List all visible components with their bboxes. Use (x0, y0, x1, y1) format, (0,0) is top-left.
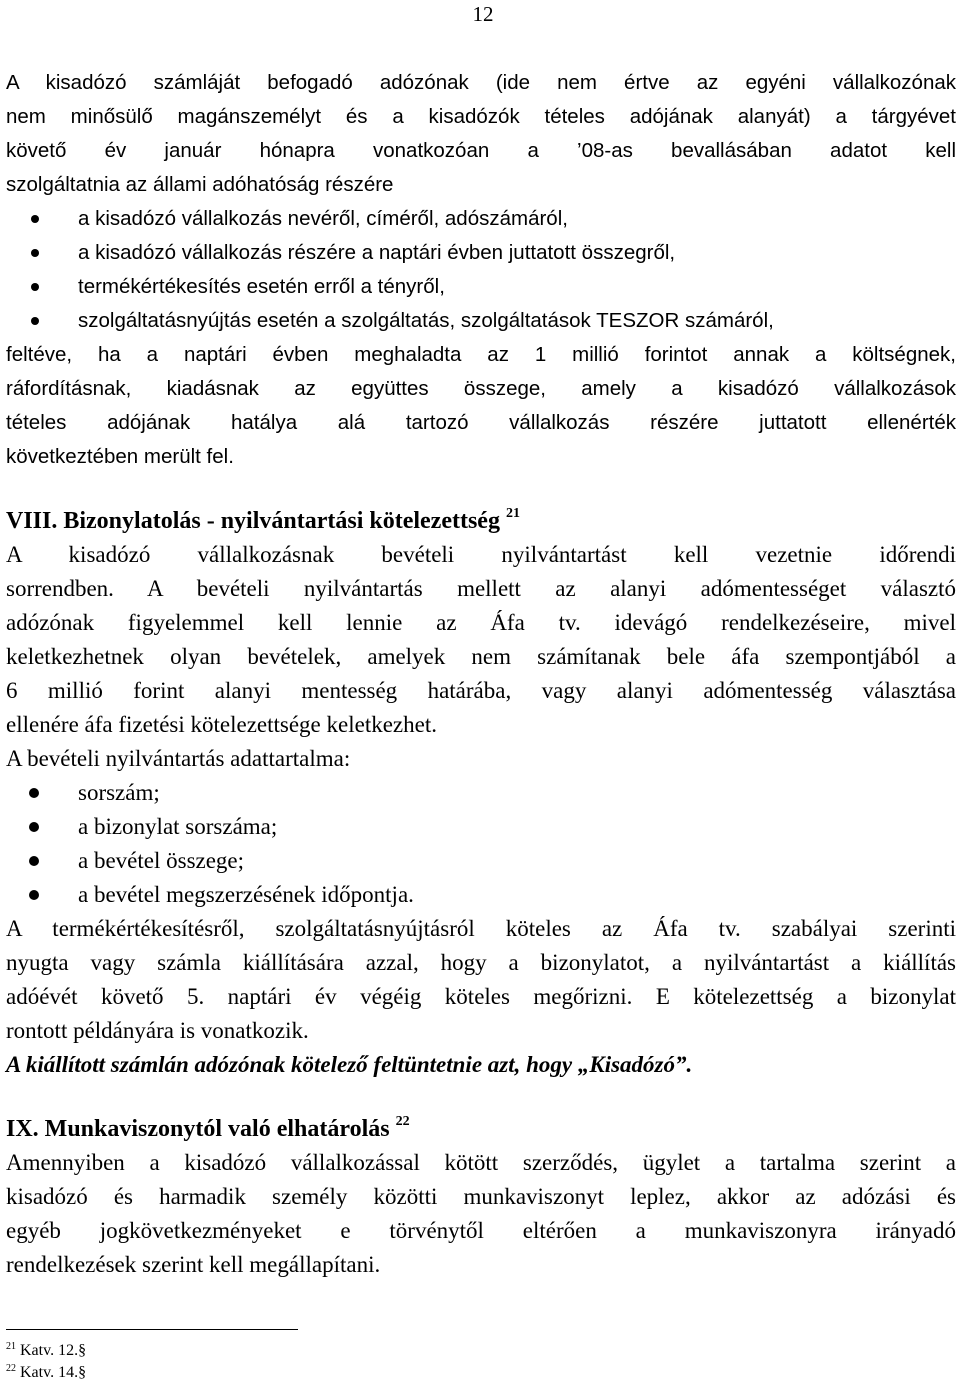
body-line: A kisadózó vállalkozásnak bevételi nyilvántartást kell vezetnie időrendi (6, 542, 956, 567)
body-line: Amennyiben a kisadózó vállalkozással kötött szerződés, ügylet a tartalma szerint a (6, 1150, 956, 1175)
bullet-icon (29, 890, 39, 900)
record-content-list (6, 776, 956, 912)
section-heading-ix: IX. Munkaviszonytól való elhatárolás $^{22}$ (6, 1114, 410, 1142)
body-line: adózónak figyelemmel kell lennie az Áfa tv. idevágó rendelkezéseire, mivel (6, 610, 956, 635)
bullet-icon (29, 788, 39, 798)
intro-line: követő év január hónapra vonatkozóan a ’08-as bevallásában adatot kell (6, 139, 956, 162)
bullet-icon (31, 249, 39, 257)
bullet-icon (29, 822, 39, 832)
bullet-icon (31, 317, 39, 325)
section-viii-body (6, 538, 956, 1082)
section-ix-body (6, 1146, 956, 1282)
footnote: $^{21}$ Katv. 12.§ (6, 1341, 87, 1359)
footnote-ref: 22 (395, 1114, 410, 1129)
bullet-icon (31, 283, 39, 291)
intro-line: A kisadózó számláját befogadó adózónak (ide nem értve az egyéni vállalkozónak (6, 71, 956, 94)
bullet-icon (31, 215, 39, 223)
list-item: a kisadózó vállalkozás nevéről, címéről, adószámáról, (6, 202, 956, 236)
intro-line: feltéve, ha a naptári évben meghaladta az 1 millió forintot annak a költségnek, (6, 343, 956, 366)
intro-line: szolgáltatnia az állami adóhatóság részére (6, 173, 394, 196)
list-item: termékértékesítés esetén erről a tényről, (6, 270, 956, 304)
list-item: a bevétel megszerzésének időpontja. (6, 878, 956, 912)
body-line: 6 millió forint alanyi mentesség határába, vagy alanyi adómentesség választása (6, 678, 956, 703)
intro-paragraph (6, 66, 956, 474)
body-line: rontott példányára is vonatkozik. (6, 1018, 309, 1043)
intro-line: következtében merült fel. (6, 445, 234, 468)
body-line: sorrendben. A bevételi nyilvántartás mellett az alanyi adómentességet választó (6, 576, 956, 601)
list-item: a bevétel összege; (6, 844, 956, 878)
body-line: egyéb jogkövetkezményeket e törvénytől eltérően a munkaviszonyra irányadó (6, 1218, 956, 1243)
emphasis-line: A kiállított számlán adózónak kötelező feltüntetnie azt, hogy „Kisadózó”. (6, 1052, 693, 1077)
list-item: sorszám; (6, 776, 956, 810)
intro-bullet-list (6, 202, 956, 338)
intro-line: tételes adójának hatálya alá tartozó vállalkozás részére juttatott ellenérték (6, 411, 956, 434)
document-body (6, 66, 956, 1282)
footnotes (6, 1340, 86, 1384)
footnote: $^{22}$ Katv. 14.§ (6, 1363, 87, 1381)
body-line: A termékértékesítésről, szolgáltatásnyújtásról köteles az Áfa tv. szabályai szerinti (6, 916, 956, 941)
body-line: kisadózó és harmadik személy közötti munkaviszonyt leplez, akkor az adózási és (6, 1184, 956, 1209)
bullet-icon (29, 856, 39, 866)
body-line: ellenére áfa fizetési kötelezettsége keletkezhet. (6, 712, 437, 737)
body-line: rendelkezések szerint kell megállapítani. (6, 1252, 381, 1277)
list-item: szolgáltatásnyújtás esetén a szolgáltatás, szolgáltatások TESZOR számáról, (6, 304, 956, 338)
body-line: nyugta vagy számla kiállítására azzal, hogy a bizonylatot, a nyilvántartást a kiállítás (6, 950, 956, 975)
list-item: a bizonylat sorszáma; (6, 810, 956, 844)
intro-line: ráfordításnak, kiadásnak az együttes összege, amely a kisadózó vállalkozások (6, 377, 956, 400)
page-number: 12 (472, 2, 494, 26)
body-line: A bevételi nyilvántartás adattartalma: (6, 746, 351, 771)
footnote-ref: 21 (505, 506, 520, 521)
section-heading-viii: VIII. Bizonylatolás - nyilvántartási kötelezettség $^{21}$ (6, 506, 520, 534)
footnote-divider (6, 1329, 298, 1330)
intro-line: nem minősülő magánszemélyt és a kisadózók tételes adójának alanyát) a tárgyévet (6, 105, 956, 128)
list-item: a kisadózó vállalkozás részére a naptári évben juttatott összegről, (6, 236, 956, 270)
body-line: keletkezhetnek olyan bevételek, amelyek nem számítanak bele áfa szempontjából a (6, 644, 956, 669)
body-line: adóévét követő 5. naptári év végéig köteles megőrizni. E kötelezettség a bizonylat (6, 984, 956, 1009)
